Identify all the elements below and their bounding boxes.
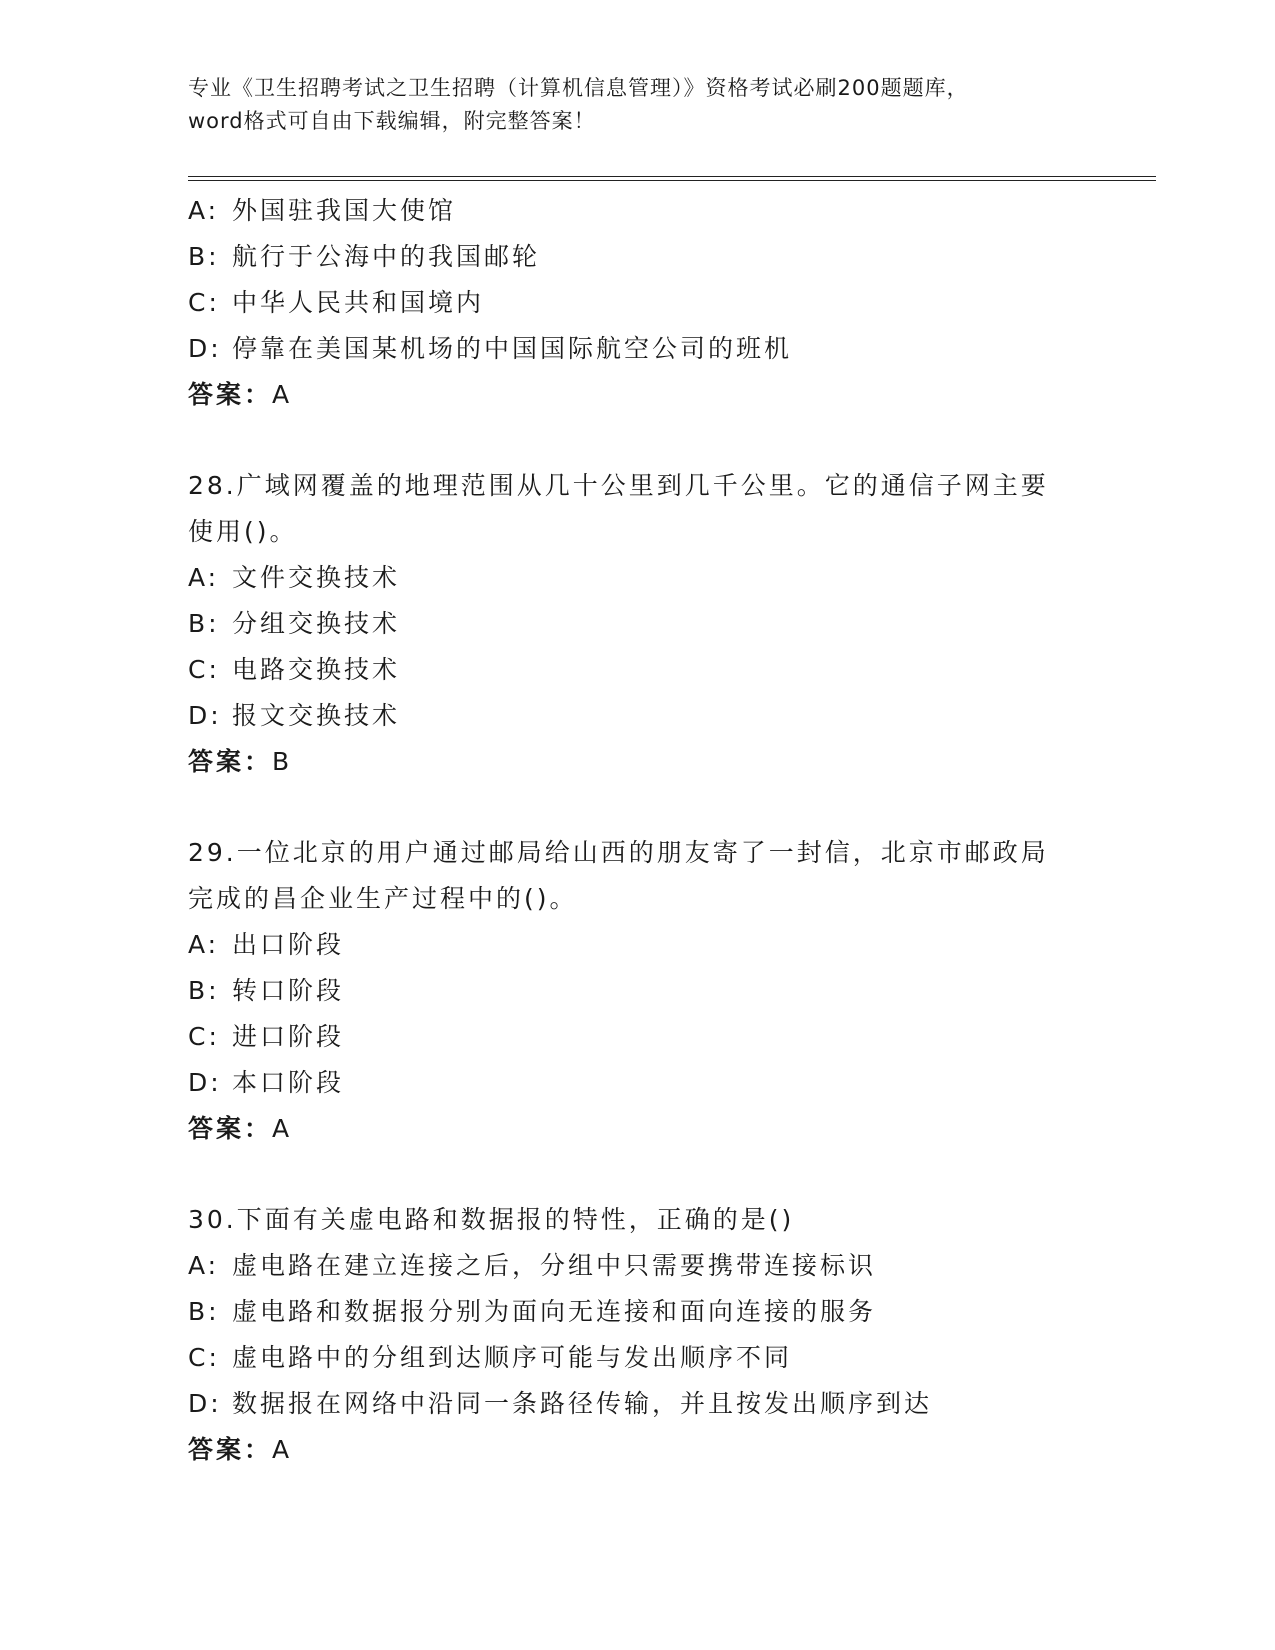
option-text: 电路交换技术 (232, 655, 401, 684)
option-d (188, 1381, 1108, 1427)
option-text: 报文交换技术 (232, 701, 401, 730)
option-letter: C: (188, 655, 220, 684)
option-c (188, 280, 1108, 326)
option-a (188, 922, 1108, 968)
option-c (188, 647, 1108, 693)
answer-value: B (272, 747, 293, 776)
option-letter: C: (188, 1343, 220, 1372)
option-b (188, 601, 1108, 647)
answer-value: A (272, 1114, 293, 1143)
option-letter: A: (188, 1251, 220, 1280)
document-header (188, 72, 1088, 138)
question-30 (188, 1197, 1108, 1473)
question-stem: 29.一位北京的用户通过邮局给山西的朋友寄了一封信，北京市邮政局 (188, 838, 1049, 867)
option-text: 出口阶段 (232, 930, 345, 959)
question-stem-continued: 使用()。 (188, 517, 298, 546)
option-text: 文件交换技术 (232, 563, 401, 592)
option-b (188, 1289, 1108, 1335)
option-text: 停靠在美国某机场的中国国际航空公司的班机 (232, 334, 793, 363)
option-letter: A: (188, 930, 220, 959)
option-a (188, 188, 1108, 234)
option-letter: B: (188, 609, 220, 638)
option-text: 外国驻我国大使馆 (232, 196, 457, 225)
answer-value: A (272, 380, 293, 409)
option-letter: D: (188, 701, 222, 730)
option-a (188, 555, 1108, 601)
question-stem: 28.广域网覆盖的地理范围从几十公里到几千公里。它的通信子网主要 (188, 471, 1049, 500)
option-letter: A: (188, 563, 220, 592)
header-divider (188, 176, 1156, 181)
option-letter: B: (188, 1297, 220, 1326)
option-d (188, 326, 1108, 372)
option-a (188, 1243, 1108, 1289)
header-line-1: 专业《卫生招聘考试之卫生招聘（计算机信息管理）》资格考试必刷200题题库， (188, 76, 969, 100)
option-text: 数据报在网络中沿同一条路径传输，并且按发出顺序到达 (232, 1389, 933, 1418)
option-b (188, 968, 1108, 1014)
option-text: 虚电路在建立连接之后，分组中只需要携带连接标识 (232, 1251, 877, 1280)
option-b (188, 234, 1108, 280)
answer-line (188, 1427, 1108, 1473)
answer-value: A (272, 1435, 293, 1464)
option-letter: A: (188, 196, 220, 225)
option-text: 进口阶段 (232, 1022, 345, 1051)
option-text: 转口阶段 (232, 976, 345, 1005)
question-list (188, 188, 1108, 1473)
option-letter: C: (188, 288, 220, 317)
option-text: 中华人民共和国境内 (232, 288, 485, 317)
question-28 (188, 463, 1108, 785)
answer-line (188, 1106, 1108, 1152)
header-line-2: word格式可自由下载编辑，附完整答案！ (188, 109, 596, 133)
option-letter: D: (188, 334, 222, 363)
option-letter: D: (188, 1389, 222, 1418)
option-c (188, 1014, 1108, 1060)
question-27 (188, 188, 1108, 418)
answer-label: 答案： (188, 1435, 273, 1464)
question-29 (188, 830, 1108, 1152)
answer-label: 答案： (188, 747, 273, 776)
option-letter: B: (188, 242, 220, 271)
question-stem-continued: 完成的昌企业生产过程中的()。 (188, 884, 578, 913)
option-letter: B: (188, 976, 220, 1005)
option-text: 本口阶段 (232, 1068, 345, 1097)
option-text: 航行于公海中的我国邮轮 (232, 242, 541, 271)
option-d (188, 693, 1108, 739)
option-letter: C: (188, 1022, 220, 1051)
option-text: 虚电路和数据报分别为面向无连接和面向连接的服务 (232, 1297, 877, 1326)
option-c (188, 1335, 1108, 1381)
option-text: 分组交换技术 (232, 609, 401, 638)
answer-line (188, 739, 1108, 785)
option-d (188, 1060, 1108, 1106)
question-stem: 30.下面有关虚电路和数据报的特性，正确的是() (188, 1205, 795, 1234)
option-letter: D: (188, 1068, 222, 1097)
answer-line (188, 372, 1108, 418)
option-text: 虚电路中的分组到达顺序可能与发出顺序不同 (232, 1343, 793, 1372)
answer-label: 答案： (188, 1114, 273, 1143)
answer-label: 答案： (188, 380, 273, 409)
